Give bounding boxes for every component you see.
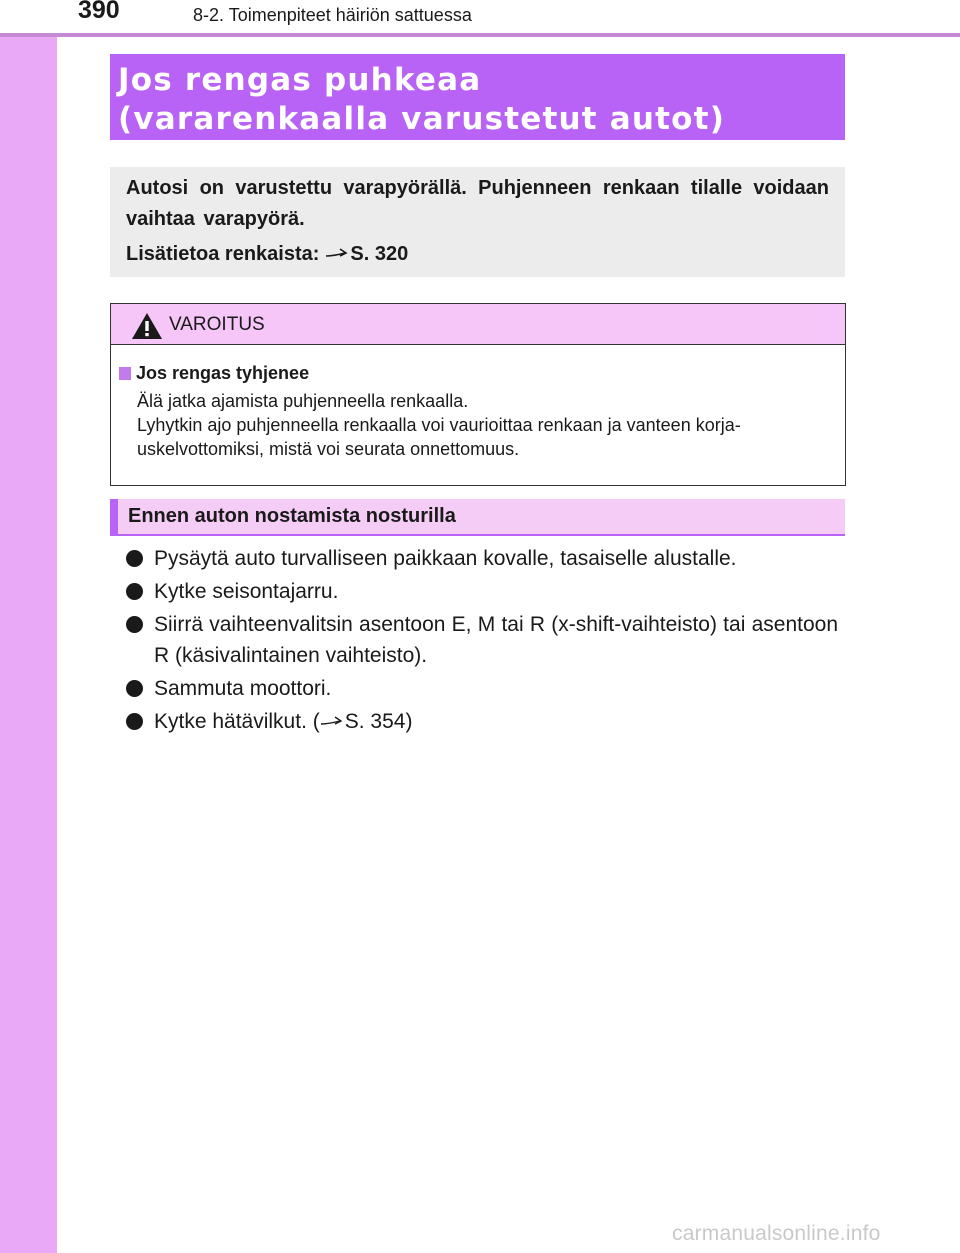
step-text: Pysäytä auto turvalliseen paikkaan kovalle, tasaiselle alustalle. [154, 547, 737, 570]
intro-text: Autosi on varustettu varapyörällä. Puhjenneen renkaan tilalle voidaan vaihtaa varapyörä. [126, 177, 829, 230]
square-bullet-icon [119, 367, 131, 380]
round-bullet-icon [126, 616, 143, 633]
step-text: Sammuta moottori. [154, 677, 332, 700]
warning-label: VAROITUS [169, 314, 265, 335]
section-title: 8-2. Toimenpiteet häiriön sattuessa [193, 5, 472, 25]
step-text: Siirrä vaihteenvalitsin asentoon E, M tai R (x-shift-vaihteisto) tai asentoon R (käsivalintainen vaihteisto). [154, 613, 838, 667]
list-item [126, 576, 838, 607]
round-bullet-icon [126, 550, 143, 567]
list-item [126, 706, 838, 737]
intro-reference [126, 242, 829, 266]
list-item [126, 609, 838, 671]
list-item [126, 543, 838, 574]
step-text: Kytke hätävilkut. ( [154, 710, 320, 733]
arrow-right-icon [325, 246, 349, 260]
warning-triangle-icon [131, 312, 163, 340]
round-bullet-icon [126, 680, 143, 697]
intro-ref-page[interactable]: S. 320 [350, 243, 409, 265]
warning-line-2: Lyhytkin ajo puhjenneella renkaalla voi vaurioittaa renkaan ja vanteen korja-uskelvottomiksi, mistä voi seurata onnettomuus. [137, 415, 741, 459]
page-title-line-2: (vararenkaalla varustetut autot) [118, 101, 726, 137]
subheading-box [110, 499, 845, 536]
warning-header [111, 304, 845, 345]
header-rule [0, 33, 960, 37]
warning-box [110, 303, 846, 486]
intro-ref-label: Lisätietoa renkaista: [126, 243, 320, 265]
intro-box [110, 167, 845, 277]
warning-text [137, 389, 829, 461]
side-band [0, 0, 57, 1253]
round-bullet-icon [126, 713, 143, 730]
warning-subtitle-text: Jos rengas tyhjenee [136, 363, 310, 383]
warning-body [111, 345, 845, 461]
top-band [0, 0, 960, 33]
page-title-line-1: Jos rengas puhkeaa [118, 62, 482, 98]
arrow-right-icon [320, 714, 344, 728]
warning-line-1: Älä jatka ajamista puhjenneella renkaalla. [137, 391, 469, 411]
step-ref-page[interactable]: S. 354 [344, 710, 406, 733]
warning-subtitle [119, 361, 829, 385]
page-title-box [110, 54, 845, 140]
watermark: carmanualsonline.info [672, 1222, 881, 1245]
step-text-suffix: ) [405, 710, 413, 733]
step-text: Kytke seisontajarru. [154, 580, 339, 603]
round-bullet-icon [126, 583, 143, 600]
steps-list [126, 543, 838, 739]
subheading: Ennen auton nostamista nosturilla [128, 505, 456, 527]
page-number: 390 [78, 0, 120, 24]
list-item [126, 673, 838, 704]
